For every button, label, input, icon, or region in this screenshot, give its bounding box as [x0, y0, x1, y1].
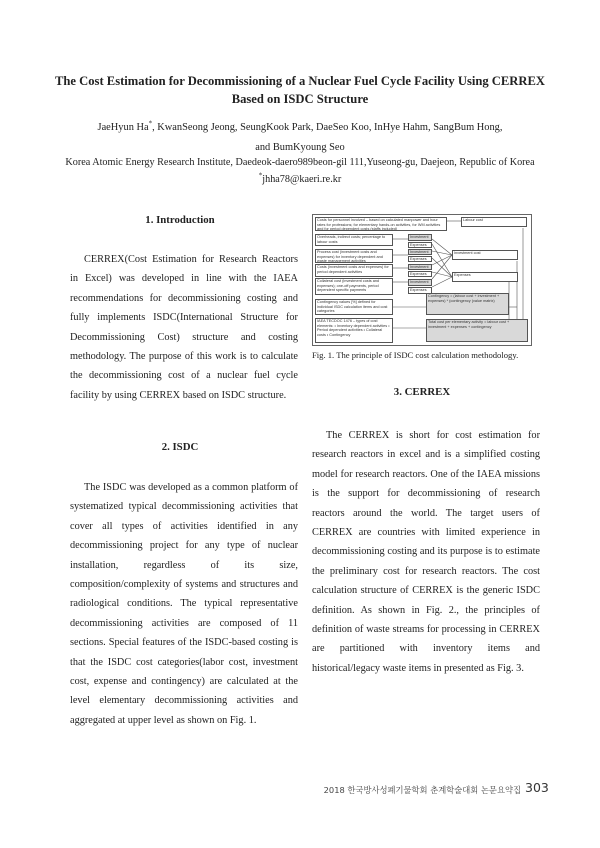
box-investment-4: Investment — [408, 279, 432, 286]
box-expenses-2: Expenses — [408, 256, 432, 262]
cerrex-text: The CERREX is short for cost estimation for research reactors in excel and is a simplified costing model for research reactors. One of the IAEA missions is the support for decommissioning of research reactors around the world. The target users of CERREX are countries with limited experience in decommissioning costing and its purpose is to estimate the preliminary cost for research reactors. The cost calculation structure of CERREX is the generic ISDC definition. As shown in Fig. 2., the principles of definition of waste streams for processing in CERREX are partitioned with inventory items and historical/legacy waste items in presented as Fig. 3. — [312, 430, 540, 674]
box-investment-1: Investment — [408, 234, 432, 241]
cerrex-heading: 3. CERREX — [393, 386, 451, 398]
box-contingency-formula: Contingency = (labour cost + investment + expenses) * (contingency (value matrix) — [426, 293, 509, 315]
intro-heading: 1. Introduction — [145, 214, 215, 226]
box-expenses-1: Expenses — [408, 242, 432, 248]
email-mark: * — [258, 171, 263, 180]
corresponding-mark: * — [148, 119, 153, 128]
box-overheads: Overheads, indirect costs; percentage to labour costs — [315, 234, 393, 246]
paper-title: The Cost Estimation for Decommissioning of a Nuclear Fuel Cycle Facility Using CERREX Based on ISDC Structure — [55, 74, 545, 106]
figure-isdc-diagram — [312, 214, 532, 346]
box-investment-2: Investment — [408, 249, 432, 255]
box-contingency-values: Contingency values [%] defined for individual ISDC calculation items and cost categories — [315, 299, 393, 315]
box-expenses-4: Expenses — [408, 287, 432, 294]
isdc-heading: 2. ISDC — [161, 441, 199, 453]
author-last: and BumKyoung Seo — [255, 142, 345, 153]
footer-journal: 2018 한국방사성폐기물학회 춘계학술대회 논문요약집 — [323, 785, 521, 795]
author-rest: , KwanSeong Jeong, SeungKook Park, DaeSeo Koo, InHye Hahm, SangBum Hong, — [152, 122, 503, 133]
email: jhha78@kaeri.re.kr — [262, 174, 342, 185]
figure-caption: Fig. 1. The principle of ISDC cost calculation methodology. — [312, 350, 519, 360]
affiliation: Korea Atomic Energy Research Institute, Daedeok-daero989beon-gil 111,Yuseong-gu, Daejeon, Republic of Korea — [65, 157, 535, 168]
box-expenses-total: Expenses — [452, 272, 518, 282]
isdc-text: The ISDC was developed as a common platform of systematized typical decommissioning activities that cover all types of activities identified in any decommissioning project for any type of nuclear installation, regardless of its size, composition/complexity of systems and structures and radiological conditions. The typical representative decommissioning activities are composed of 11 sections. Special features of the ISDC-based costing is that the ISDC cost categories(labor cost, investment cost, expense and contingency) are calculated at the level elementary decommissioning activities and aggregated at upper level as shown on Fig. 1. — [70, 482, 298, 726]
box-period-costs: Costs (investment costs and expenses) for period dependent activities — [315, 264, 393, 277]
box-collateral-cost: Collateral cost (investment costs and expenses); one-off payments, period dependent specific payments — [315, 278, 393, 295]
box-process-cost: Process cost (investment costs and expenses) for inventory dependent and waste management activities — [315, 249, 393, 263]
box-expenses-3: Expenses — [408, 271, 432, 277]
page-number: 303 — [525, 780, 549, 795]
box-labour-cost: Labour cost — [461, 217, 527, 227]
author-first: JaeHyun Ha — [97, 122, 149, 133]
intro-text: CERREX(Cost Estimation for Research Reactors in Excel) was developed in line with the IAEA recommendations for decommissioning costing and fully implements ISDC(International Structure for Decommissioning Cost) structure and costing methodology. The purpose of this work is to calculate the decommissioning cost of a nuclear fuel cycle facility by using CERREX based on ISDC structure. — [70, 254, 298, 401]
authors — [40, 118, 560, 158]
box-investment-cost: Investment cost — [452, 250, 518, 260]
box-investment-3: Investment — [408, 264, 432, 270]
box-total-cost: Total cost per elementary activity = labour cost + investment + expenses + contingency — [426, 319, 528, 342]
affiliation-block — [40, 154, 560, 188]
box-personnel-costs: Costs for personnel involved – based on calculated manpower and hour rates for professions; for elementary hands-on activities, for WM activities and for period dependent costs (staffs included) — [315, 217, 447, 231]
box-isdc-cost-elements: IAEA TECDOC 1476 – types of cost elements: • Inventory dependent activities • Period dependent activities • Collateral costs • Contingency — [315, 318, 393, 343]
